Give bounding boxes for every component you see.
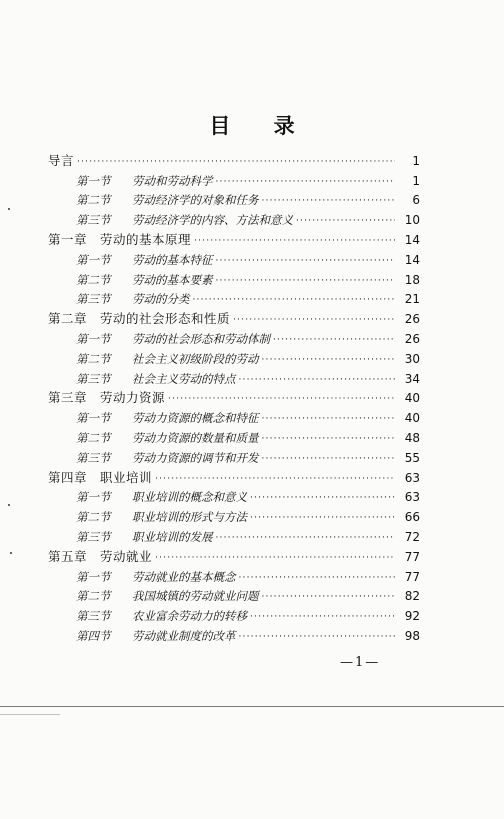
toc-section-entry <box>48 326 420 346</box>
toc-page-number: 21 <box>404 292 420 307</box>
toc-chapter-entry <box>48 148 420 168</box>
toc-section-entry <box>48 287 420 307</box>
toc-leader-dots <box>216 255 396 267</box>
toc-entry-title: 农业富余劳动力的转移 <box>132 609 247 624</box>
toc-page-number: 14 <box>404 232 420 247</box>
page-number: —1— <box>340 655 381 670</box>
toc-entry-title: 第一章 劳动的基本原理 <box>48 231 192 247</box>
toc-leader-dots <box>250 512 395 524</box>
toc-page-number: 26 <box>404 312 420 327</box>
toc-leader-dots <box>216 176 396 188</box>
toc-leader-dots <box>168 393 395 405</box>
toc-page-number: 48 <box>404 430 420 445</box>
toc-section-number: 第二节 <box>76 272 111 287</box>
toc-entry-title: 第二章 劳动的社会形态和性质 <box>48 311 231 327</box>
toc-page-number: 40 <box>404 391 420 406</box>
toc-section-entry <box>48 366 420 386</box>
toc-page-number: 66 <box>404 510 420 525</box>
toc-entry-title: 劳动就业制度的改革 <box>132 628 236 643</box>
toc-page-number: 1 <box>412 153 420 168</box>
toc-chapter-entry <box>48 306 420 326</box>
toc-leader-dots <box>193 294 396 306</box>
toc-leader-dots <box>233 314 395 326</box>
toc-section-number: 第一节 <box>76 173 111 188</box>
toc-entry-title: 劳动力资源的调节和开发 <box>132 450 259 465</box>
toc-section-number: 第三节 <box>76 450 111 465</box>
toc-leader-dots <box>239 631 396 643</box>
toc-entry-title: 劳动的分类 <box>132 292 190 307</box>
toc-leader-dots <box>273 334 395 346</box>
toc-section-entry <box>48 623 420 643</box>
toc-entry-title: 劳动的基本特征 <box>132 252 213 267</box>
toc-page-number: 77 <box>404 549 420 564</box>
toc-entry-title: 劳动力资源的概念和特征 <box>132 411 259 426</box>
toc-leader-dots <box>262 433 396 445</box>
toc-page-number: 10 <box>404 213 420 228</box>
toc-leader-dots <box>250 611 395 623</box>
scan-speck <box>8 504 10 506</box>
toc-section-entry <box>48 584 420 604</box>
toc-entry-title: 职业培训的形式与方法 <box>132 510 247 525</box>
toc-chapter-entry <box>48 386 420 406</box>
scan-edge-line <box>0 706 504 707</box>
toc-leader-dots <box>262 453 396 465</box>
toc-section-entry <box>48 445 420 465</box>
toc-section-number: 第二节 <box>76 430 111 445</box>
toc-section-number: 第三节 <box>76 213 111 228</box>
toc-leader-dots <box>155 552 395 564</box>
toc-entry-title: 第三章 劳动力资源 <box>48 390 166 406</box>
toc-page-number: 63 <box>404 490 420 505</box>
toc-section-entry <box>48 405 420 425</box>
toc-leader-dots <box>262 354 396 366</box>
toc-page-number: 77 <box>404 569 420 584</box>
toc-leader-dots <box>155 473 395 485</box>
toc-section-number: 第一节 <box>76 490 111 505</box>
toc-section-number: 第一节 <box>76 411 111 426</box>
toc-section-number: 第四节 <box>76 628 111 643</box>
toc-page-number: 30 <box>404 351 420 366</box>
toc-entry-title: 第五章 劳动就业 <box>48 548 153 564</box>
toc-leader-dots <box>77 156 395 168</box>
toc-page-number: 34 <box>404 371 420 386</box>
toc-page-number: 63 <box>404 470 420 485</box>
toc-leader-dots <box>296 215 395 227</box>
toc-page-number: 14 <box>404 252 420 267</box>
toc-entry-title: 社会主义劳动的特点 <box>132 371 236 386</box>
toc-section-entry <box>48 267 420 287</box>
toc-entry-title: 劳动经济学的对象和任务 <box>132 193 259 208</box>
toc-section-entry <box>48 603 420 623</box>
toc-entry-title: 劳动的社会形态和劳动体制 <box>132 331 270 346</box>
toc-entry-title: 我国城镇的劳动就业问题 <box>132 589 259 604</box>
toc-page-number: 26 <box>404 331 420 346</box>
toc-entry-title: 劳动力资源的数量和质量 <box>132 430 259 445</box>
toc-section-number: 第一节 <box>76 569 111 584</box>
toc-section-entry <box>48 564 420 584</box>
toc-leader-dots <box>262 591 396 603</box>
toc-leader-dots <box>239 572 396 584</box>
table-of-contents <box>48 148 420 643</box>
toc-page-number: 72 <box>404 529 420 544</box>
page-title: 目 录 <box>209 114 313 138</box>
toc-page-number: 55 <box>404 450 420 465</box>
toc-entry-title: 社会主义初级阶段的劳动 <box>132 351 259 366</box>
toc-section-number: 第三节 <box>76 529 111 544</box>
toc-section-number: 第二节 <box>76 589 111 604</box>
toc-chapter-entry <box>48 544 420 564</box>
toc-section-number: 第三节 <box>76 371 111 386</box>
toc-section-number: 第二节 <box>76 351 111 366</box>
toc-section-number: 第一节 <box>76 331 111 346</box>
toc-chapter-entry <box>48 465 420 485</box>
toc-leader-dots <box>262 195 396 207</box>
toc-page-number: 18 <box>404 272 420 287</box>
toc-leader-dots <box>250 492 395 504</box>
toc-section-entry <box>48 247 420 267</box>
scan-speck <box>8 208 10 210</box>
toc-section-entry <box>48 188 420 208</box>
toc-section-entry <box>48 425 420 445</box>
toc-entry-title: 职业培训的发展 <box>132 529 213 544</box>
toc-section-entry <box>48 524 420 544</box>
toc-leader-dots <box>239 374 396 386</box>
scan-edge-line-short <box>0 714 60 715</box>
toc-page-number: 40 <box>404 411 420 426</box>
toc-chapter-entry <box>48 227 420 247</box>
toc-section-entry <box>48 168 420 188</box>
toc-leader-dots <box>216 532 396 544</box>
toc-leader-dots <box>216 275 396 287</box>
toc-section-entry <box>48 346 420 366</box>
toc-entry-title: 劳动就业的基本概念 <box>132 569 236 584</box>
toc-entry-title: 劳动经济学的内容、方法和意义 <box>132 213 293 228</box>
toc-entry-title: 第四章 职业培训 <box>48 469 153 485</box>
toc-leader-dots <box>262 413 396 425</box>
toc-leader-dots <box>194 235 395 247</box>
toc-entry-title: 劳动和劳动科学 <box>132 173 213 188</box>
toc-entry-title: 劳动的基本要素 <box>132 272 213 287</box>
toc-section-number: 第三节 <box>76 292 111 307</box>
toc-section-entry <box>48 207 420 227</box>
toc-section-entry <box>48 485 420 505</box>
toc-page-number: 1 <box>412 173 420 188</box>
scan-speck <box>10 552 12 554</box>
toc-section-number: 第二节 <box>76 510 111 525</box>
toc-section-number: 第三节 <box>76 609 111 624</box>
toc-page-number: 82 <box>404 589 420 604</box>
toc-section-number: 第一节 <box>76 252 111 267</box>
toc-entry-title: 职业培训的概念和意义 <box>132 490 247 505</box>
toc-page-number: 98 <box>404 628 420 643</box>
toc-section-entry <box>48 504 420 524</box>
toc-page-number: 6 <box>412 193 420 208</box>
toc-page-number: 92 <box>404 609 420 624</box>
toc-section-number: 第二节 <box>76 193 111 208</box>
toc-entry-title: 导言 <box>48 152 75 168</box>
